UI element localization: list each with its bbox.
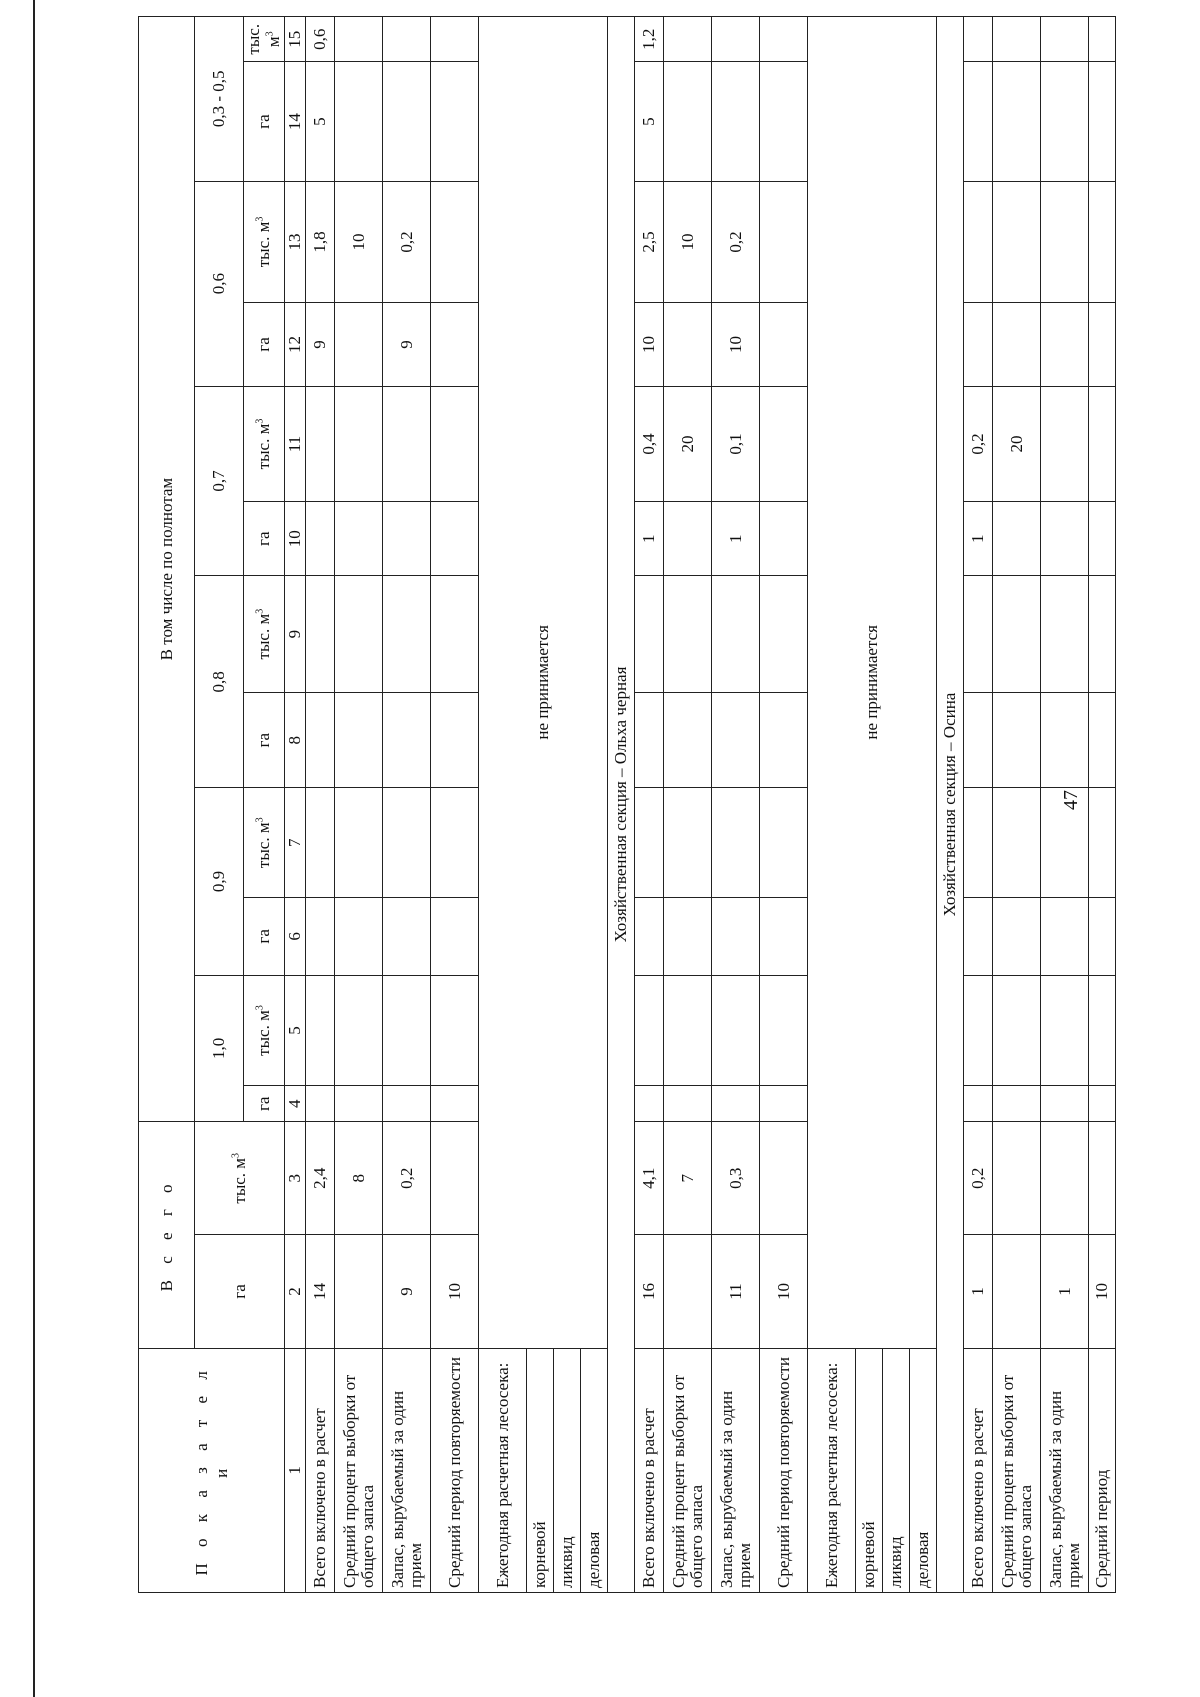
table-cell [431,17,479,62]
table-cell [635,1086,664,1122]
table-cell [306,576,335,693]
table-cell: 5 [306,62,335,181]
table-cell [335,898,383,975]
table-cell [1089,1086,1116,1122]
column-number: 4 [285,1086,306,1122]
table-cell [712,576,760,693]
unit-label: тыс. м [244,23,283,55]
table-row [712,17,760,1593]
column-number: 9 [285,576,306,693]
table-cell [1041,502,1089,576]
section-title: Хозяйственная секция – Ольха черная [608,17,635,1593]
table-cell [1089,303,1116,386]
table-row [335,17,383,1593]
table-cell: 0,2 [383,181,431,303]
table-cell [1089,693,1116,788]
table-cell [964,62,993,181]
table-cell [335,1086,383,1122]
density-tm3-header [244,576,285,693]
density-tm3-header [244,788,285,898]
column-number: 8 [285,693,306,788]
row-label: Всего включено в расчет [635,1348,664,1592]
unit-label: тыс. м [254,822,273,869]
indicators-header: П о к а з а т е л и [139,1348,285,1592]
table-cell [1041,62,1089,181]
column-number: 11 [285,386,306,502]
table-cell [760,1122,808,1235]
table-cell [1041,181,1089,303]
column-number: 6 [285,898,306,975]
table-cell [964,693,993,788]
table-cell [664,576,712,693]
table-cell [664,502,712,576]
table-cell [993,1235,1041,1348]
column-number: 12 [285,303,306,386]
header-row-1 [139,17,195,1593]
density-ha-header: га [244,502,285,576]
row-label: Средний процент выборки от общего запаса [993,1348,1041,1592]
table-cell: 0,3 [712,1122,760,1235]
table-cell [383,788,431,898]
table-cell [712,693,760,788]
row-label: Средний процент выборки от общего запаса [335,1348,383,1592]
density-header: 0,9 [195,788,244,975]
table-cell [993,693,1041,788]
table-cell: 4,1 [635,1122,664,1235]
unit-superscript: 3 [229,1152,241,1158]
table-cell [383,62,431,181]
table-cell [712,788,760,898]
left-margin-line [33,0,35,1697]
table-cell [383,975,431,1086]
table-cell: 0,2 [383,1122,431,1235]
table-cell: 1 [712,502,760,576]
column-number: 3 [285,1122,306,1235]
not-accepted-note: не принимается [479,17,608,1349]
table-cell: 10 [664,181,712,303]
unit-superscript: 3 [254,418,266,424]
row-label: деловая [581,1348,608,1592]
table-cell [712,1086,760,1122]
table-cell [431,576,479,693]
table-cell [1041,1122,1089,1235]
table-row [993,17,1041,1593]
total-ha-header: га [195,1235,285,1348]
table-cell [1089,386,1116,502]
table-cell [964,975,993,1086]
table-cell: 0,2 [964,386,993,502]
table-cell [431,181,479,303]
table-cell [635,693,664,788]
table-cell [383,17,431,62]
row-label: Средний период [1089,1348,1116,1592]
table-cell: 10 [712,303,760,386]
row-label: деловая [910,1348,937,1592]
table-cell [335,17,383,62]
by-density-header: В том числе по полнотам [139,17,195,1122]
density-header: 0,3 - 0,5 [195,17,244,182]
table-cell [993,303,1041,386]
table-cell [335,693,383,788]
table-cell [760,17,808,62]
table-cell [993,975,1041,1086]
unit-superscript: 3 [254,817,266,823]
table-cell [993,576,1041,693]
table-cell [383,693,431,788]
unit-superscript: 3 [254,608,266,614]
table-cell [712,17,760,62]
row-label: Средний процент выборки от общего запаса [664,1348,712,1592]
table-row [964,17,993,1593]
table-cell [664,693,712,788]
table-cell [635,975,664,1086]
table-cell [1041,975,1089,1086]
density-tm3-header [244,975,285,1086]
table-cell: 1,8 [306,181,335,303]
column-number: 7 [285,788,306,898]
table-cell [1041,17,1089,62]
table-cell: 9 [383,1235,431,1348]
table-cell [664,1086,712,1122]
forest-cutting-table [138,16,1116,1593]
density-ha-header: га [244,62,285,181]
table-cell [306,975,335,1086]
table-cell [760,788,808,898]
table-cell: 1 [635,502,664,576]
table-cell [664,303,712,386]
total-header: В с е г о [139,1122,195,1348]
table-cell [760,1086,808,1122]
table-cell: 10 [635,303,664,386]
table-cell [993,17,1041,62]
row-label: Всего включено в расчет [964,1348,993,1592]
table-row [306,17,335,1593]
table-cell [993,1086,1041,1122]
table-cell [964,1086,993,1122]
table-cell [760,693,808,788]
table-cell [431,1086,479,1122]
row-label: Всего включено в расчет [306,1348,335,1592]
table-cell [964,898,993,975]
table-row [664,17,712,1593]
table-cell [712,898,760,975]
unit-label: тыс. м [254,1010,273,1056]
table-cell [664,898,712,975]
row-label: ликвид [554,1348,581,1592]
column-number: 5 [285,975,306,1086]
density-ha-header: га [244,1086,285,1122]
table-cell [306,502,335,576]
table-cell [760,303,808,386]
table-cell [993,502,1041,576]
row-label: Запас, вырубаемый за один прием [383,1348,431,1592]
table-cell [760,975,808,1086]
section-title-row [608,17,635,1593]
table-cell [964,303,993,386]
table-cell [383,502,431,576]
table-cell: 2,5 [635,181,664,303]
table-cell [335,303,383,386]
table-cell [431,303,479,386]
table-cell [993,788,1041,898]
density-ha-header: га [244,303,285,386]
table-cell: 1 [1041,1235,1089,1348]
column-number: 13 [285,181,306,303]
table-cell [760,386,808,502]
total-tm3-header [195,1122,285,1235]
table-cell [1089,576,1116,693]
density-header: 0,8 [195,576,244,788]
unit-superscript: 3 [264,31,276,37]
table-cell [1041,1086,1089,1122]
section-title-row [937,17,964,1593]
table-cell: 10 [431,1235,479,1348]
table-cell: 20 [664,386,712,502]
table-cell: 10 [1089,1235,1116,1348]
column-number: 2 [285,1235,306,1348]
section-title: Хозяйственная секция – Осина [937,17,964,1593]
table-cell [431,693,479,788]
table-cell: 20 [993,386,1041,502]
row-label: Средний период повторяемости [760,1348,808,1592]
unit-label: тыс. м [254,613,273,660]
table-cell: 0,2 [712,181,760,303]
density-tm3-header [244,17,285,62]
unit-label: тыс. м [254,221,273,268]
row-label: Запас, вырубаемый за один прием [712,1348,760,1592]
density-header: 1,0 [195,975,244,1122]
table-cell: 8 [335,1122,383,1235]
table-cell: 0,2 [964,1122,993,1235]
row-label: Ежегодная расчетная лесосека: [479,1348,527,1592]
table-cell [760,62,808,181]
table-cell [1041,576,1089,693]
table-cell [1041,303,1089,386]
table-cell [712,62,760,181]
table-cell [383,386,431,502]
column-number: 14 [285,62,306,181]
table-cell: 9 [383,303,431,386]
row-label: корневой [527,1348,554,1592]
table-cell: 10 [335,181,383,303]
table-cell: 9 [306,303,335,386]
density-tm3-header [244,386,285,502]
table-cell [383,1086,431,1122]
table-cell [383,576,431,693]
table-cell: 0,4 [635,386,664,502]
density-ha-header: га [244,693,285,788]
table-cell [664,1235,712,1348]
column-number: 15 [285,17,306,62]
table-cell [635,576,664,693]
table-cell [993,898,1041,975]
table-cell [335,1235,383,1348]
table-cell [383,898,431,975]
table-cell [964,576,993,693]
table-cell [335,386,383,502]
table-cell [335,975,383,1086]
unit-superscript: 3 [254,216,266,222]
table-cell [712,975,760,1086]
unit-superscript: 3 [254,1005,266,1011]
table-cell [664,17,712,62]
table-cell [1089,17,1116,62]
table-cell [431,898,479,975]
table-cell [431,1122,479,1235]
table-cell [635,898,664,975]
table-cell [1041,386,1089,502]
table-cell: 0,1 [712,386,760,502]
table-cell [306,1086,335,1122]
table-cell: 10 [760,1235,808,1348]
row-label: Ежегодная расчетная лесосека: [808,1348,856,1592]
table-cell [431,788,479,898]
table-cell [1041,898,1089,975]
table-cell [335,62,383,181]
table-cell [964,788,993,898]
not-accepted-note: не принимается [808,17,937,1349]
table-cell [431,386,479,502]
table-row [760,17,808,1593]
table-cell: 1,2 [635,17,664,62]
table-cell: 16 [635,1235,664,1348]
table-cell [760,181,808,303]
table-row [479,17,527,1593]
table-cell [431,502,479,576]
row-label: Средний период повторяемости [431,1348,479,1592]
density-ha-header: га [244,898,285,975]
table-cell [664,975,712,1086]
table-cell [664,62,712,181]
table-cell [760,898,808,975]
unit-label: тыс. м [254,423,273,470]
table-cell: 1 [964,1235,993,1348]
table-cell [760,502,808,576]
table-cell [993,62,1041,181]
row-label: Запас, вырубаемый за один прием [1041,1348,1089,1592]
table-cell [431,62,479,181]
density-header: 0,7 [195,386,244,576]
row-label: ликвид [883,1348,910,1592]
table-cell: 5 [635,62,664,181]
page-number: 47 [1060,790,1082,810]
table-cell [1089,62,1116,181]
table-cell: 0,6 [306,17,335,62]
table-cell [760,576,808,693]
table-cell [431,975,479,1086]
table-cell [993,181,1041,303]
table-cell [306,386,335,502]
table-cell: 11 [712,1235,760,1348]
table-row [1089,17,1116,1593]
table-cell [1089,788,1116,898]
table-cell [306,898,335,975]
density-tm3-header [244,181,285,303]
table-row [808,17,856,1593]
column-number: 1 [285,1348,306,1592]
table-cell: 14 [306,1235,335,1348]
density-header: 0,6 [195,181,244,386]
table-cell [335,788,383,898]
column-numbers-row [285,17,306,1593]
table-cell: 2,4 [306,1122,335,1235]
table-cell [306,788,335,898]
table-cell [335,576,383,693]
table-cell [635,788,664,898]
table-cell [1089,1122,1116,1235]
table-row [383,17,431,1593]
table-cell: 1 [964,502,993,576]
unit-label: тыс. м [229,1157,249,1204]
table-cell [1089,975,1116,1086]
column-number: 10 [285,502,306,576]
table-cell [964,17,993,62]
table-row [635,17,664,1593]
table-cell [964,181,993,303]
table-cell [1089,502,1116,576]
table-cell [1089,898,1116,975]
row-label: корневой [856,1348,883,1592]
table-row [431,17,479,1593]
table-cell [664,788,712,898]
table-cell [1089,181,1116,303]
table-cell [993,1122,1041,1235]
table-cell: 7 [664,1122,712,1235]
table-cell [306,693,335,788]
table-cell [335,502,383,576]
